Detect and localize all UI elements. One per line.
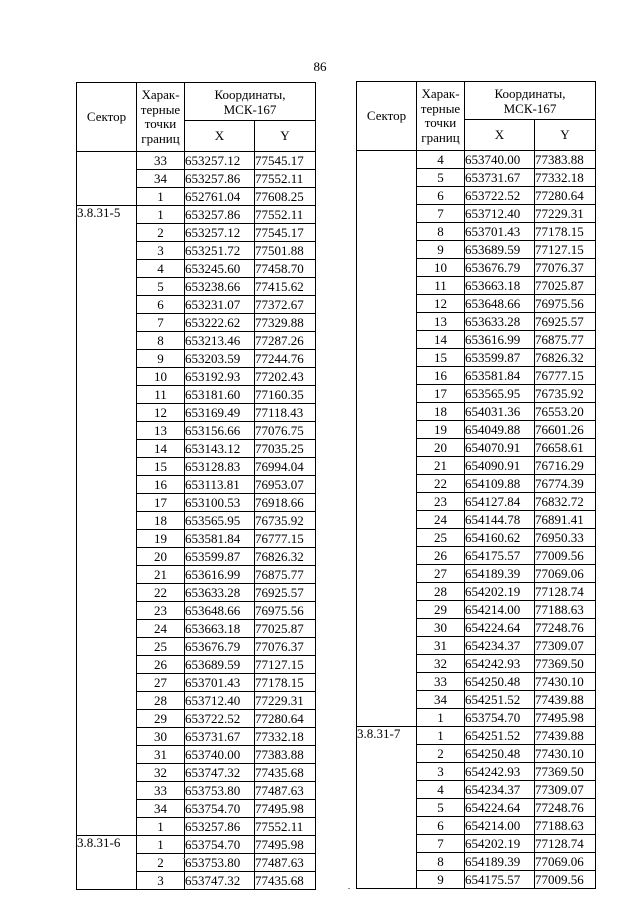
x-coordinate-cell: 654127.84 (465, 493, 535, 511)
y-coordinate-cell: 76875.77 (255, 566, 316, 584)
x-coordinate-cell: 653599.87 (465, 349, 535, 367)
y-coordinate-cell: 76950.33 (535, 529, 596, 547)
point-number-cell: 10 (417, 259, 465, 277)
point-number-cell: 29 (417, 601, 465, 619)
point-number-cell: 16 (417, 367, 465, 385)
point-number-cell: 18 (417, 403, 465, 421)
header-points-line: границ (141, 130, 180, 146)
x-coordinate-cell: 653257.86 (185, 206, 255, 224)
y-coordinate-cell: 76735.92 (255, 512, 316, 530)
header-points-line: Харак- (141, 87, 180, 102)
header-coordinates (465, 82, 596, 120)
point-number-cell: 9 (417, 871, 465, 889)
point-number-cell: 21 (417, 457, 465, 475)
point-number-cell: 12 (417, 295, 465, 313)
x-coordinate-cell: 654175.57 (465, 871, 535, 889)
x-coordinate-cell: 654242.93 (465, 763, 535, 781)
y-coordinate-cell: 77608.25 (255, 188, 316, 206)
header-sector: Сектор (357, 82, 417, 151)
x-coordinate-cell: 654189.39 (465, 853, 535, 871)
sector-cell (77, 152, 137, 206)
x-coordinate-cell: 653740.00 (185, 746, 255, 764)
point-number-cell: 4 (417, 781, 465, 799)
point-number-cell: 6 (417, 817, 465, 835)
y-coordinate-cell: 77383.88 (535, 151, 596, 169)
point-number-cell: 1 (137, 206, 185, 224)
x-coordinate-cell: 653701.43 (185, 674, 255, 692)
y-coordinate-cell: 77332.18 (535, 169, 596, 187)
x-coordinate-cell: 654234.37 (465, 781, 535, 799)
point-number-cell: 17 (417, 385, 465, 403)
x-coordinate-cell: 653676.79 (185, 638, 255, 656)
point-number-cell: 1 (417, 709, 465, 727)
y-coordinate-cell: 77435.68 (255, 764, 316, 782)
point-number-cell: 19 (137, 530, 185, 548)
point-number-cell: 30 (417, 619, 465, 637)
point-number-cell: 8 (137, 332, 185, 350)
y-coordinate-cell: 77415.62 (255, 278, 316, 296)
y-coordinate-cell: 77280.64 (255, 710, 316, 728)
x-coordinate-cell: 653169.49 (185, 404, 255, 422)
point-number-cell: 33 (137, 152, 185, 170)
x-coordinate-cell: 653747.32 (185, 764, 255, 782)
point-number-cell: 1 (417, 727, 465, 745)
point-number-cell: 32 (417, 655, 465, 673)
x-coordinate-cell: 653251.72 (185, 242, 255, 260)
y-coordinate-cell: 77244.76 (255, 350, 316, 368)
point-number-cell: 4 (417, 151, 465, 169)
y-coordinate-cell: 76875.77 (535, 331, 596, 349)
y-coordinate-cell: 76826.32 (255, 548, 316, 566)
y-coordinate-cell: 76918.66 (255, 494, 316, 512)
table-row (77, 836, 316, 854)
point-number-cell: 5 (417, 799, 465, 817)
scan-speck (348, 888, 350, 889)
coordinates-table-left (76, 82, 316, 890)
x-coordinate-cell: 653712.40 (465, 205, 535, 223)
x-coordinate-cell: 653648.66 (185, 602, 255, 620)
x-coordinate-cell: 654242.93 (465, 655, 535, 673)
x-coordinate-cell: 653740.00 (465, 151, 535, 169)
header-y: Y (535, 120, 596, 151)
point-number-cell: 34 (417, 691, 465, 709)
header-coordinates-line: МСК-167 (223, 101, 277, 117)
point-number-cell: 23 (417, 493, 465, 511)
x-coordinate-cell: 654234.37 (465, 637, 535, 655)
table-row (357, 727, 596, 745)
y-coordinate-cell: 77127.15 (255, 656, 316, 674)
point-number-cell: 29 (137, 710, 185, 728)
y-coordinate-cell: 77495.98 (255, 800, 316, 818)
point-number-cell: 24 (137, 620, 185, 638)
x-coordinate-cell: 653676.79 (465, 259, 535, 277)
y-coordinate-cell: 77025.87 (535, 277, 596, 295)
y-coordinate-cell: 77552.11 (255, 170, 316, 188)
y-coordinate-cell: 76777.15 (535, 367, 596, 385)
y-coordinate-cell: 77069.06 (535, 853, 596, 871)
x-coordinate-cell: 654189.39 (465, 565, 535, 583)
y-coordinate-cell: 76716.29 (535, 457, 596, 475)
y-coordinate-cell: 77118.43 (255, 404, 316, 422)
point-number-cell: 25 (137, 638, 185, 656)
y-coordinate-cell: 77329.88 (255, 314, 316, 332)
x-coordinate-cell: 654109.88 (465, 475, 535, 493)
x-coordinate-cell: 652761.04 (185, 188, 255, 206)
point-number-cell: 9 (417, 241, 465, 259)
scan-speck (183, 858, 185, 859)
y-coordinate-cell: 77430.10 (535, 745, 596, 763)
x-coordinate-cell: 653689.59 (465, 241, 535, 259)
y-coordinate-cell: 77369.50 (535, 763, 596, 781)
y-coordinate-cell: 76832.72 (535, 493, 596, 511)
y-coordinate-cell: 77287.26 (255, 332, 316, 350)
sector-cell (357, 151, 417, 727)
y-coordinate-cell: 76826.32 (535, 349, 596, 367)
x-coordinate-cell: 653633.28 (185, 584, 255, 602)
y-coordinate-cell: 77248.76 (535, 619, 596, 637)
x-coordinate-cell: 654175.57 (465, 547, 535, 565)
x-coordinate-cell: 654224.64 (465, 799, 535, 817)
x-coordinate-cell: 653722.52 (185, 710, 255, 728)
point-number-cell: 3 (137, 242, 185, 260)
header-coordinates-line: МСК-167 (503, 100, 557, 116)
header-boundary-points (137, 83, 185, 152)
x-coordinate-cell: 654224.64 (465, 619, 535, 637)
y-coordinate-cell: 77430.10 (535, 673, 596, 691)
y-coordinate-cell: 77369.50 (535, 655, 596, 673)
x-coordinate-cell: 653100.53 (185, 494, 255, 512)
table-row (77, 152, 316, 170)
point-number-cell: 6 (137, 296, 185, 314)
x-coordinate-cell: 653231.07 (185, 296, 255, 314)
x-coordinate-cell: 653722.52 (465, 187, 535, 205)
x-coordinate-cell: 653128.83 (185, 458, 255, 476)
x-coordinate-cell: 653113.81 (185, 476, 255, 494)
sector-cell: 3.8.31-7 (357, 727, 417, 889)
point-number-cell: 7 (137, 314, 185, 332)
table-body (77, 152, 316, 890)
header-boundary-points (417, 82, 465, 151)
point-number-cell: 7 (417, 205, 465, 223)
y-coordinate-cell: 76553.20 (535, 403, 596, 421)
point-number-cell: 2 (137, 854, 185, 872)
header-points-line: терные (420, 100, 461, 116)
point-number-cell: 23 (137, 602, 185, 620)
x-coordinate-cell: 653633.28 (465, 313, 535, 331)
header-points-line: Харак- (421, 86, 460, 101)
y-coordinate-cell: 76735.92 (535, 385, 596, 403)
sector-cell: 3.8.31-6 (77, 836, 137, 890)
point-number-cell: 1 (137, 818, 185, 836)
y-coordinate-cell: 77009.56 (535, 871, 596, 889)
point-number-cell: 24 (417, 511, 465, 529)
x-coordinate-cell: 653203.59 (185, 350, 255, 368)
point-number-cell: 10 (137, 368, 185, 386)
point-number-cell: 1 (137, 836, 185, 854)
x-coordinate-cell: 653648.66 (465, 295, 535, 313)
y-coordinate-cell: 77495.98 (255, 836, 316, 854)
table-row (77, 206, 316, 224)
point-number-cell: 15 (137, 458, 185, 476)
header-y: Y (255, 121, 316, 152)
y-coordinate-cell: 76975.56 (255, 602, 316, 620)
y-coordinate-cell: 77202.43 (255, 368, 316, 386)
x-coordinate-cell: 654031.36 (465, 403, 535, 421)
x-coordinate-cell: 653663.18 (185, 620, 255, 638)
x-coordinate-cell: 653663.18 (465, 277, 535, 295)
y-coordinate-cell: 77160.35 (255, 386, 316, 404)
point-number-cell: 28 (137, 692, 185, 710)
x-coordinate-cell: 653731.67 (465, 169, 535, 187)
point-number-cell: 9 (137, 350, 185, 368)
y-coordinate-cell: 77178.15 (255, 674, 316, 692)
y-coordinate-cell: 77280.64 (535, 187, 596, 205)
y-coordinate-cell: 77069.06 (535, 565, 596, 583)
y-coordinate-cell: 77128.74 (535, 835, 596, 853)
point-number-cell: 34 (137, 800, 185, 818)
y-coordinate-cell: 77487.63 (255, 782, 316, 800)
y-coordinate-cell: 76953.07 (255, 476, 316, 494)
point-number-cell: 11 (417, 277, 465, 295)
point-number-cell: 18 (137, 512, 185, 530)
x-coordinate-cell: 654250.48 (465, 745, 535, 763)
header-points-line: границ (421, 129, 460, 145)
x-coordinate-cell: 654144.78 (465, 511, 535, 529)
y-coordinate-cell: 77435.68 (255, 872, 316, 890)
y-coordinate-cell: 77439.88 (535, 691, 596, 709)
point-number-cell: 15 (417, 349, 465, 367)
x-coordinate-cell: 653689.59 (185, 656, 255, 674)
point-number-cell: 21 (137, 566, 185, 584)
x-coordinate-cell: 653753.80 (185, 854, 255, 872)
x-coordinate-cell: 653754.70 (465, 709, 535, 727)
y-coordinate-cell: 76975.56 (535, 295, 596, 313)
y-coordinate-cell: 76774.39 (535, 475, 596, 493)
x-coordinate-cell: 653747.32 (185, 872, 255, 890)
point-number-cell: 25 (417, 529, 465, 547)
x-coordinate-cell: 653238.66 (185, 278, 255, 296)
y-coordinate-cell: 77332.18 (255, 728, 316, 746)
point-number-cell: 22 (417, 475, 465, 493)
x-coordinate-cell: 653712.40 (185, 692, 255, 710)
x-coordinate-cell: 654070.91 (465, 439, 535, 457)
x-coordinate-cell: 653257.86 (185, 170, 255, 188)
page-number: 86 (313, 59, 327, 74)
point-number-cell: 31 (137, 746, 185, 764)
table-body (357, 151, 596, 889)
y-coordinate-cell: 77495.98 (535, 709, 596, 727)
x-coordinate-cell: 653581.84 (185, 530, 255, 548)
header-sector: Сектор (77, 83, 137, 152)
point-number-cell: 5 (417, 169, 465, 187)
point-number-cell: 1 (137, 188, 185, 206)
x-coordinate-cell: 653192.93 (185, 368, 255, 386)
y-coordinate-cell: 76891.41 (535, 511, 596, 529)
x-coordinate-cell: 654251.52 (465, 691, 535, 709)
x-coordinate-cell: 653181.60 (185, 386, 255, 404)
point-number-cell: 31 (417, 637, 465, 655)
point-number-cell: 8 (417, 223, 465, 241)
x-coordinate-cell: 653143.12 (185, 440, 255, 458)
point-number-cell: 32 (137, 764, 185, 782)
y-coordinate-cell: 76925.57 (255, 584, 316, 602)
point-number-cell: 8 (417, 853, 465, 871)
x-coordinate-cell: 654214.00 (465, 817, 535, 835)
point-number-cell: 13 (137, 422, 185, 440)
point-number-cell: 13 (417, 313, 465, 331)
point-number-cell: 17 (137, 494, 185, 512)
x-coordinate-cell: 653222.62 (185, 314, 255, 332)
point-number-cell: 14 (417, 331, 465, 349)
x-coordinate-cell: 653754.70 (185, 836, 255, 854)
x-coordinate-cell: 653753.80 (185, 782, 255, 800)
point-number-cell: 27 (417, 565, 465, 583)
y-coordinate-cell: 77458.70 (255, 260, 316, 278)
y-coordinate-cell: 76994.04 (255, 458, 316, 476)
y-coordinate-cell: 77229.31 (255, 692, 316, 710)
x-coordinate-cell: 653616.99 (465, 331, 535, 349)
y-coordinate-cell: 77076.37 (535, 259, 596, 277)
header-coordinates (185, 83, 316, 121)
table-row (357, 151, 596, 169)
y-coordinate-cell: 77035.25 (255, 440, 316, 458)
x-coordinate-cell: 653565.95 (465, 385, 535, 403)
x-coordinate-cell: 654049.88 (465, 421, 535, 439)
header-points-line: терные (140, 101, 181, 117)
y-coordinate-cell: 77383.88 (255, 746, 316, 764)
header-x: X (465, 120, 535, 151)
x-coordinate-cell: 654250.48 (465, 673, 535, 691)
x-coordinate-cell: 653616.99 (185, 566, 255, 584)
y-coordinate-cell: 77127.15 (535, 241, 596, 259)
point-number-cell: 33 (137, 782, 185, 800)
y-coordinate-cell: 77309.07 (535, 781, 596, 799)
point-number-cell: 22 (137, 584, 185, 602)
sector-cell: 3.8.31-5 (77, 206, 137, 836)
y-coordinate-cell: 77178.15 (535, 223, 596, 241)
x-coordinate-cell: 654251.52 (465, 727, 535, 745)
y-coordinate-cell: 77128.74 (535, 583, 596, 601)
point-number-cell: 16 (137, 476, 185, 494)
y-coordinate-cell: 77188.63 (535, 601, 596, 619)
y-coordinate-cell: 77552.11 (255, 818, 316, 836)
y-coordinate-cell: 77545.17 (255, 224, 316, 242)
y-coordinate-cell: 77545.17 (255, 152, 316, 170)
point-number-cell: 3 (137, 872, 185, 890)
x-coordinate-cell: 653213.46 (185, 332, 255, 350)
point-number-cell: 28 (417, 583, 465, 601)
y-coordinate-cell: 77188.63 (535, 817, 596, 835)
header-x: X (185, 121, 255, 152)
x-coordinate-cell: 654090.91 (465, 457, 535, 475)
y-coordinate-cell: 77552.11 (255, 206, 316, 224)
x-coordinate-cell: 653257.86 (185, 818, 255, 836)
x-coordinate-cell: 653581.84 (465, 367, 535, 385)
y-coordinate-cell: 77025.87 (255, 620, 316, 638)
point-number-cell: 26 (137, 656, 185, 674)
x-coordinate-cell: 653754.70 (185, 800, 255, 818)
point-number-cell: 30 (137, 728, 185, 746)
point-number-cell: 34 (137, 170, 185, 188)
header-coordinates-line: Координаты, (214, 86, 286, 102)
y-coordinate-cell: 77229.31 (535, 205, 596, 223)
point-number-cell: 6 (417, 187, 465, 205)
point-number-cell: 19 (417, 421, 465, 439)
y-coordinate-cell: 77487.63 (255, 854, 316, 872)
point-number-cell: 2 (417, 745, 465, 763)
y-coordinate-cell: 76658.61 (535, 439, 596, 457)
point-number-cell: 3 (417, 763, 465, 781)
point-number-cell: 11 (137, 386, 185, 404)
point-number-cell: 14 (137, 440, 185, 458)
point-number-cell: 26 (417, 547, 465, 565)
point-number-cell: 33 (417, 673, 465, 691)
x-coordinate-cell: 653156.66 (185, 422, 255, 440)
x-coordinate-cell: 653701.43 (465, 223, 535, 241)
y-coordinate-cell: 77372.67 (255, 296, 316, 314)
y-coordinate-cell: 76601.26 (535, 421, 596, 439)
header-points-line: точки (144, 116, 177, 131)
header-coordinates-line: Координаты, (494, 85, 566, 101)
x-coordinate-cell: 654160.62 (465, 529, 535, 547)
x-coordinate-cell: 653599.87 (185, 548, 255, 566)
y-coordinate-cell: 77501.88 (255, 242, 316, 260)
y-coordinate-cell: 77248.76 (535, 799, 596, 817)
point-number-cell: 12 (137, 404, 185, 422)
x-coordinate-cell: 653731.67 (185, 728, 255, 746)
y-coordinate-cell: 77076.37 (255, 638, 316, 656)
y-coordinate-cell: 77439.88 (535, 727, 596, 745)
point-number-cell: 7 (417, 835, 465, 853)
x-coordinate-cell: 653257.12 (185, 224, 255, 242)
point-number-cell: 5 (137, 278, 185, 296)
point-number-cell: 27 (137, 674, 185, 692)
y-coordinate-cell: 77076.75 (255, 422, 316, 440)
point-number-cell: 20 (417, 439, 465, 457)
y-coordinate-cell: 76777.15 (255, 530, 316, 548)
x-coordinate-cell: 653257.12 (185, 152, 255, 170)
coordinates-table-right (356, 81, 596, 889)
y-coordinate-cell: 77009.56 (535, 547, 596, 565)
y-coordinate-cell: 77309.07 (535, 637, 596, 655)
x-coordinate-cell: 654202.19 (465, 835, 535, 853)
point-number-cell: 2 (137, 224, 185, 242)
header-points-line: точки (424, 115, 457, 130)
y-coordinate-cell: 76925.57 (535, 313, 596, 331)
x-coordinate-cell: 654202.19 (465, 583, 535, 601)
point-number-cell: 20 (137, 548, 185, 566)
point-number-cell: 4 (137, 260, 185, 278)
x-coordinate-cell: 653245.60 (185, 260, 255, 278)
x-coordinate-cell: 653565.95 (185, 512, 255, 530)
x-coordinate-cell: 654214.00 (465, 601, 535, 619)
